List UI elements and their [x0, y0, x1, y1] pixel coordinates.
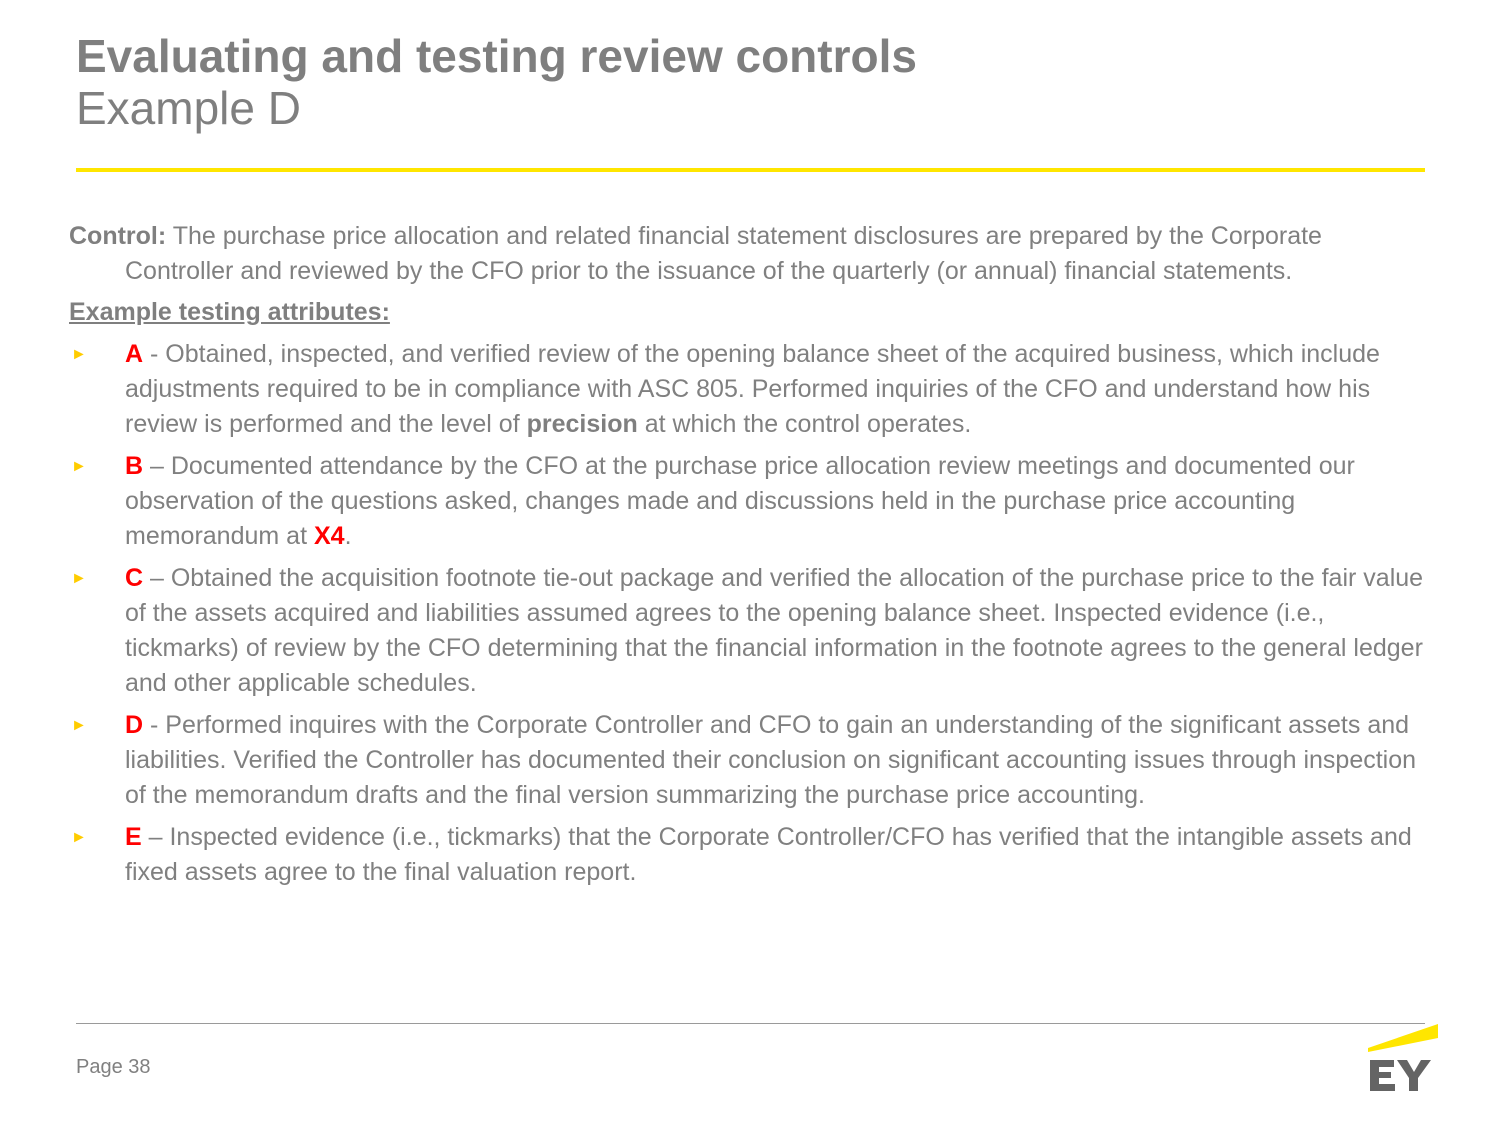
- attribute-text: – Inspected evidence (i.e., tickmarks) that the Corporate Controller/CFO has verified that the intangible assets and fixed assets agree to the final valuation report.: [125, 823, 1412, 886]
- control-description: [69, 219, 1429, 289]
- attribute-text: - Performed inquires with the Corporate Controller and CFO to gain an understanding of the significant assets and liabilities. Verified the Controller has documented their conclusion on significant accounting issues through inspection of the memorandum drafts and the final version summarizing the purchase price accounting.: [125, 711, 1417, 809]
- workpaper-reference: X4: [313, 522, 345, 550]
- attribute-letter: E: [125, 823, 142, 851]
- attribute-item-c: [69, 561, 1429, 701]
- control-label: Control:: [69, 222, 167, 250]
- attribute-letter: C: [125, 564, 144, 592]
- title-divider: [76, 168, 1425, 172]
- attribute-item-d: [69, 708, 1429, 813]
- attribute-text-end: at which the control operates.: [637, 410, 972, 438]
- attribute-item-e: [69, 820, 1429, 890]
- bullet-arrow-icon: ►: [71, 458, 87, 475]
- bullet-arrow-icon: ►: [71, 717, 87, 734]
- footer-divider: [76, 1023, 1425, 1024]
- attribute-emphasis: precision: [526, 410, 638, 438]
- ey-logo-icon: [1366, 1022, 1440, 1094]
- attribute-letter: B: [125, 452, 144, 480]
- attribute-text: – Obtained the acquisition footnote tie-out package and verified the allocation of the purchase price to the fair value of the assets acquired and liabilities assumed agrees to the opening balance sheet. Inspected evidence (i.e., tickmarks) of review by the CFO determining that the financial information in the footnote agrees to the general ledger and other applicable schedules.: [125, 564, 1424, 697]
- attribute-letter: D: [125, 711, 144, 739]
- bullet-arrow-icon: ►: [71, 829, 87, 846]
- attribute-item-a: [69, 337, 1429, 442]
- slide-subtitle: Example D: [76, 82, 301, 134]
- bullet-arrow-icon: ►: [71, 346, 87, 363]
- attribute-letter: A: [125, 340, 144, 368]
- control-text: The purchase price allocation and related financial statement disclosures are prepared by the Corporate Controller and reviewed by the CFO prior to the issuance of the quarterly (or annual) financial statements.: [125, 222, 1322, 285]
- attributes-heading: Example testing attributes:: [69, 298, 390, 326]
- attribute-text-end: .: [344, 522, 352, 550]
- slide-body: [69, 219, 1429, 890]
- bullet-arrow-icon: ►: [71, 570, 87, 587]
- attribute-text: - Obtained, inspected, and verified review of the opening balance sheet of the acquired business, which include adjustments required to be in compliance with ASC 805. Performed inquiries of the CFO and understand how his review is performed and the level of: [125, 340, 1380, 438]
- attributes-list: [69, 337, 1429, 890]
- page-number: Page 38: [76, 1056, 151, 1078]
- attribute-item-b: [69, 449, 1429, 554]
- attribute-text: – Documented attendance by the CFO at the purchase price allocation review meetings and documented our observation of the questions asked, changes made and discussions held in the purchase price accounting memorandum at: [125, 452, 1355, 550]
- slide-title: Evaluating and testing review controls: [76, 30, 917, 82]
